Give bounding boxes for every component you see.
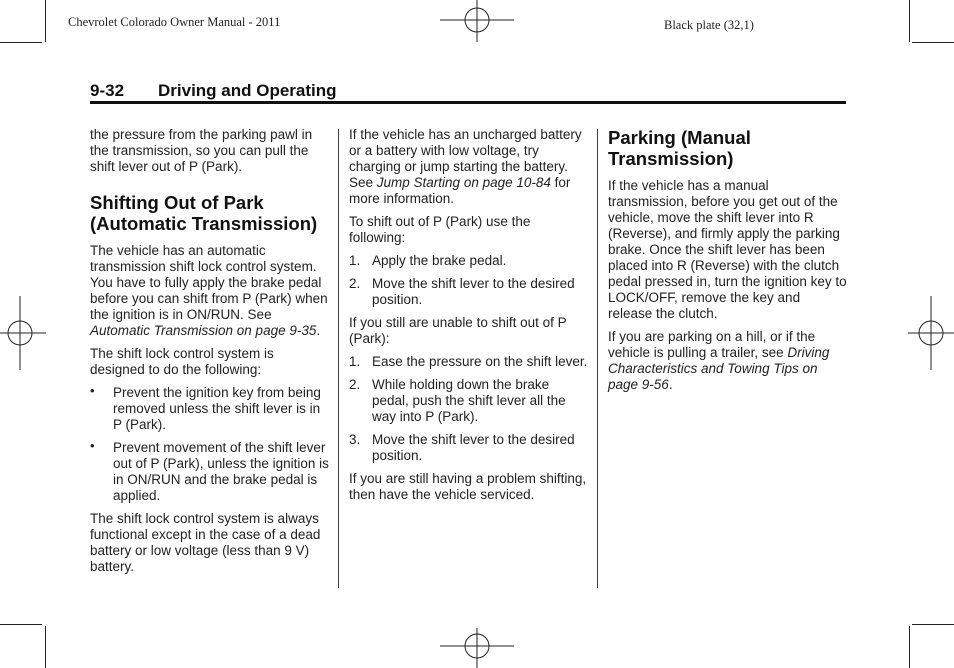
column-1 bbox=[90, 127, 330, 582]
column-2 bbox=[349, 127, 589, 510]
list-item-text: Move the shift lever to the desired position. bbox=[372, 276, 575, 307]
paragraph-text: for more information. bbox=[349, 175, 571, 206]
crop-mark-bottom-left-v bbox=[45, 626, 46, 668]
crop-mark-top-left-v bbox=[45, 0, 46, 42]
list-item bbox=[90, 385, 330, 433]
step-number: 2. bbox=[349, 377, 361, 392]
registration-mark-right-icon bbox=[908, 296, 954, 370]
paragraph: The shift lock control system is designed to do the following: bbox=[90, 346, 274, 377]
paragraph-text: The vehicle has an automatic transmission shift lock control system. You have to fully apply the brake pedal before you can shift from P (Park) when the ignition is in ON/RUN. See bbox=[90, 243, 328, 322]
section-title: Driving and Operating bbox=[158, 81, 337, 100]
registration-mark-left-icon bbox=[0, 296, 46, 370]
step-number: 2. bbox=[349, 276, 361, 291]
paragraph-text: . bbox=[316, 323, 321, 338]
crop-mark-bottom-right-v bbox=[909, 626, 910, 668]
crop-mark-top-right-h bbox=[912, 42, 954, 43]
bullet-icon: • bbox=[90, 383, 95, 398]
column-divider-1 bbox=[338, 129, 339, 588]
list-item bbox=[90, 440, 330, 504]
list-item bbox=[349, 432, 589, 464]
list-item-text: Prevent movement of the shift lever out of P (Park), unless the ignition is in ON/RUN and the brake pedal is applied. bbox=[113, 440, 329, 503]
list-item bbox=[349, 276, 589, 308]
crop-mark-top-right-v bbox=[909, 0, 910, 42]
cross-reference-link[interactable]: Automatic Transmission on page 9-35 bbox=[90, 323, 317, 338]
registration-mark-top-icon bbox=[440, 0, 514, 44]
list-item bbox=[349, 377, 589, 425]
numbered-list bbox=[349, 354, 589, 464]
paragraph bbox=[608, 329, 848, 393]
list-item bbox=[349, 253, 589, 269]
crop-mark-bottom-right-h bbox=[912, 624, 954, 625]
numbered-list bbox=[349, 253, 589, 308]
paragraph-text: If the vehicle has an uncharged battery or a battery with low voltage, try charging or jump starting the battery. See bbox=[349, 127, 582, 190]
bullet-icon: • bbox=[90, 438, 95, 453]
paragraph: If you still are unable to shift out of P (Park): bbox=[349, 315, 567, 346]
step-number: 1. bbox=[349, 253, 361, 268]
column-divider-2 bbox=[597, 129, 598, 588]
paragraph: the pressure from the parking pawl in the transmission, so you can pull the shift lever out of P (Park). bbox=[90, 127, 313, 174]
section-heading: Shifting Out of Park (Automatic Transmission) bbox=[90, 192, 318, 234]
cross-reference-link[interactable]: Jump Starting on page 10-84 bbox=[376, 175, 551, 190]
list-item bbox=[349, 354, 589, 370]
crop-mark-top-left-h bbox=[0, 42, 42, 43]
header-rule bbox=[90, 101, 846, 104]
list-item-text: While holding down the brake pedal, push the shift lever all the way into P (Park). bbox=[372, 377, 566, 424]
crop-mark-bottom-left-h bbox=[0, 624, 42, 625]
section-heading: Parking (Manual Transmission) bbox=[608, 127, 751, 169]
list-item-text: Ease the pressure on the shift lever. bbox=[372, 354, 588, 369]
paragraph bbox=[349, 127, 589, 207]
paragraph: If the vehicle has a manual transmission, before you get out of the vehicle, move the shift lever into R (Reverse), and firmly apply the parking brake. Once the shift lever has been placed into R (Reverse) with the clutch pedal pressed in, turn the ignition key to LOCK/OFF, remove the key and release the clutch. bbox=[608, 178, 847, 321]
paragraph: To shift out of P (Park) use the following: bbox=[349, 214, 531, 245]
list-item-text: Move the shift lever to the desired position. bbox=[372, 432, 575, 463]
step-number: 3. bbox=[349, 432, 361, 447]
column-3 bbox=[608, 127, 848, 400]
paragraph bbox=[90, 243, 330, 339]
running-head bbox=[90, 81, 337, 101]
paragraph-text: If you are parking on a hill, or if the vehicle is pulling a trailer, see bbox=[608, 329, 816, 360]
bullet-list bbox=[90, 385, 330, 504]
paragraph: The shift lock control system is always functional except in the case of a dead battery or low voltage (less than 9 V) battery. bbox=[90, 511, 321, 574]
print-plate: Black plate (32,1) bbox=[664, 18, 754, 32]
cross-reference-link[interactable]: Driving Characteristics and Towing Tips on page 9-56 bbox=[608, 345, 830, 392]
paragraph: If you are still having a problem shifting, then have the vehicle serviced. bbox=[349, 471, 587, 502]
paragraph-text: . bbox=[668, 377, 673, 392]
list-item-text: Prevent the ignition key from being removed unless the shift lever is in P (Park). bbox=[113, 385, 321, 432]
print-title: Chevrolet Colorado Owner Manual - 2011 bbox=[68, 15, 281, 29]
page-number: 9-32 bbox=[90, 81, 125, 100]
list-item-text: Apply the brake pedal. bbox=[372, 253, 507, 268]
step-number: 1. bbox=[349, 354, 361, 369]
registration-mark-bottom-icon bbox=[440, 626, 514, 668]
